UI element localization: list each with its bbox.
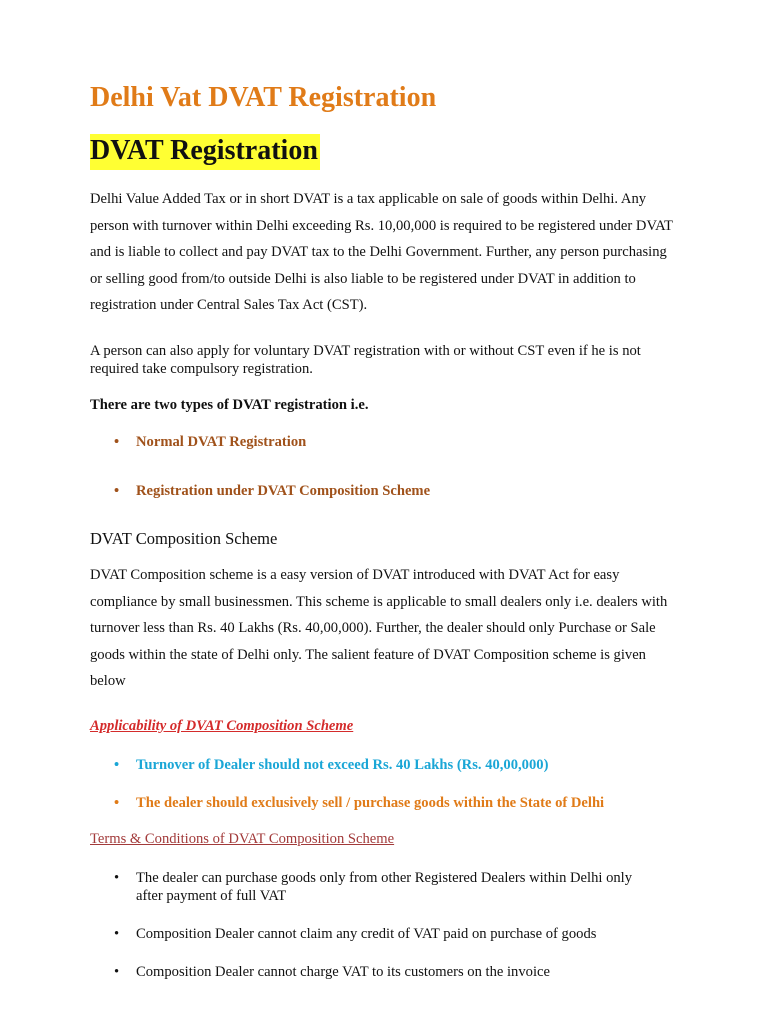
bullet-icon: • (114, 870, 120, 886)
bullet-icon: • (114, 964, 120, 980)
list-item-text: The dealer can purchase goods only from other Registered Dealers within Delhi only after payment of full VAT (136, 870, 633, 904)
list-item-no-credit (114, 925, 674, 943)
list-item-text: Turnover of Dealer should not exceed Rs. 40 Lakhs (Rs. 40,00,000) (136, 757, 549, 773)
list-item-text: Normal DVAT Registration (136, 434, 307, 450)
types-intro: There are two types of DVAT registration i.e. (90, 397, 369, 413)
list-item-text: Composition Dealer cannot charge VAT to its customers on the invoice (136, 964, 550, 980)
list-item-text: Registration under DVAT Composition Scheme (136, 483, 431, 499)
applicability-heading: Applicability of DVAT Composition Scheme (90, 718, 354, 734)
bullet-icon: • (114, 757, 120, 773)
list-item-purchase-registered (114, 869, 654, 905)
bullet-icon: • (114, 434, 120, 450)
composition-heading: DVAT Composition Scheme (90, 529, 278, 548)
bullet-icon: • (114, 483, 120, 499)
composition-paragraph: DVAT Composition scheme is a easy version of DVAT introduced with DVAT Act for easy compliance by small businessmen. This scheme is applicable to small dealers only i.e. dealers with turnover less than Rs. 40 Lakhs (Rs. 40,00,000). Further, the dealer should only Purchase or Sale goods within the state of Delhi only. The salient feature of DVAT Composition scheme is given below (90, 567, 668, 690)
intro-paragraph: Delhi Value Added Tax or in short DVAT is a tax applicable on sale of goods within Delhi. Any person with turnover within Delhi exceeding Rs. 10,00,000 is required to be registered under DVAT and is liable to collect and pay DVAT tax to the Delhi Government. Further, any person purchasing or selling good from/to outside Delhi is also liable to be registered under DVAT in addition to registration under Central Sales Tax Act (CST). (90, 191, 673, 314)
bullet-icon: • (114, 795, 120, 811)
list-item-composition-registration (114, 482, 674, 500)
list-item-within-delhi (114, 794, 674, 812)
voluntary-paragraph: A person can also apply for voluntary DVAT registration with or without CST even if he is not required take compulsory registration. (90, 343, 641, 377)
list-item-no-charge-vat (114, 963, 674, 981)
section-title-highlighted: DVAT Registration (90, 134, 320, 170)
list-item-text: Composition Dealer cannot claim any credit of VAT paid on purchase of goods (136, 926, 597, 942)
terms-heading: Terms & Conditions of DVAT Composition Scheme (90, 831, 395, 847)
bullet-icon: • (114, 926, 120, 942)
list-item-text: The dealer should exclusively sell / purchase goods within the State of Delhi (136, 795, 605, 811)
list-item-normal-registration (114, 433, 674, 451)
list-item-turnover-limit (114, 756, 674, 774)
page-title: Delhi Vat DVAT Registration (90, 82, 437, 113)
